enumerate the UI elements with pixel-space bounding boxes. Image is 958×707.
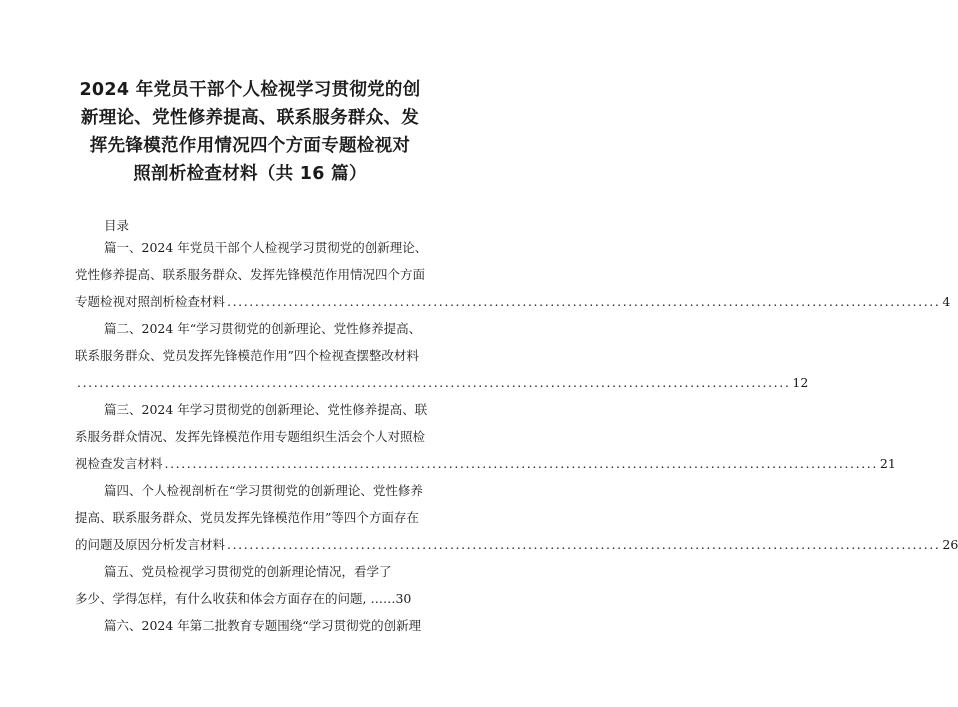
toc-line: [75, 315, 430, 342]
toc-entry-1[interactable]: [75, 234, 951, 315]
toc-line: [75, 477, 430, 504]
toc-page-number: 21: [879, 456, 896, 471]
toc-entry-6[interactable]: [75, 612, 430, 639]
toc-entry-4[interactable]: [75, 477, 958, 558]
toc-line-text: 专题检视对照剖析检查材料: [75, 294, 226, 309]
toc-line-text: 篇四、个人检视剖析在“学习贯彻党的创新理论、党性修养: [104, 483, 423, 498]
toc-leader-dots: ................................................................................................................................: [227, 294, 941, 309]
title-line: 新理论、党性修养提高、联系服务群众、发: [80, 108, 420, 128]
toc-line: [75, 261, 430, 288]
toc-line-text: 的问题及原因分析发言材料: [75, 537, 226, 552]
toc-line: [75, 558, 430, 585]
toc-leader-dots: ................................................................................................................................: [227, 537, 941, 552]
toc-line-text: 篇五、党员检视学习贯彻党的创新理论情况，看学了: [104, 564, 392, 579]
toc-line-text: 篇三、2024 年学习贯彻党的创新理论、党性修养提高、联: [104, 402, 428, 417]
toc-line-text: 党性修养提高、联系服务群众、发挥先锋模范作用情况四个方面: [75, 267, 426, 282]
toc-page-number: 4: [942, 294, 951, 309]
toc-line: [75, 612, 430, 639]
toc-line-text: 视检查发言材料: [75, 456, 163, 471]
title-line: 2024 年党员干部个人检视学习贯彻党的创: [79, 80, 421, 100]
toc-line: [75, 450, 896, 477]
toc-line-text: 篇二、2024 年“学习贯彻党的创新理论、党性修养提高、: [104, 321, 422, 336]
document-title: [40, 76, 460, 188]
title-line: 照剖析检查材料（共 16 篇）: [133, 164, 367, 184]
toc-line: [75, 288, 951, 315]
toc-line: [75, 585, 430, 612]
toc-entry-2[interactable]: [75, 315, 809, 396]
toc-line: [75, 504, 430, 531]
toc-line: [75, 369, 809, 396]
toc-line-text: 篇六、2024 年第二批教育专题围绕“学习贯彻党的创新理: [104, 618, 422, 633]
toc-line: [75, 423, 430, 450]
toc-page-number: 26: [942, 537, 958, 552]
toc-page-number: 12: [792, 375, 809, 390]
toc-entry-5[interactable]: [75, 558, 430, 612]
toc-line-text: 篇一、2024 年党员干部个人检视学习贯彻党的创新理论、: [104, 240, 428, 255]
toc-heading: 目录: [104, 218, 130, 233]
toc-leader-dots: ................................................................................................................................: [164, 456, 878, 471]
toc-line: [75, 396, 430, 423]
toc-line: [75, 234, 430, 261]
toc-line: [75, 531, 958, 558]
toc-line-text: 多少、学得怎样，有什么收获和体会方面存在的问题, ……30: [75, 591, 412, 606]
toc-leader-dots: ................................................................................................................................: [77, 375, 791, 390]
toc-line: [75, 342, 430, 369]
toc-line-text: 提高、联系服务群众、党员发挥先锋模范作用”等四个方面存在: [75, 510, 419, 525]
toc-line-text: 联系服务群众、党员发挥先锋模范作用”四个检视查摆整改材料: [75, 348, 419, 363]
toc-entry-3[interactable]: [75, 396, 896, 477]
title-line: 挥先锋模范作用情况四个方面专题检视对: [89, 136, 411, 156]
toc-line-text: 系服务群众情况、发挥先锋模范作用专题组织生活会个人对照检: [75, 429, 426, 444]
